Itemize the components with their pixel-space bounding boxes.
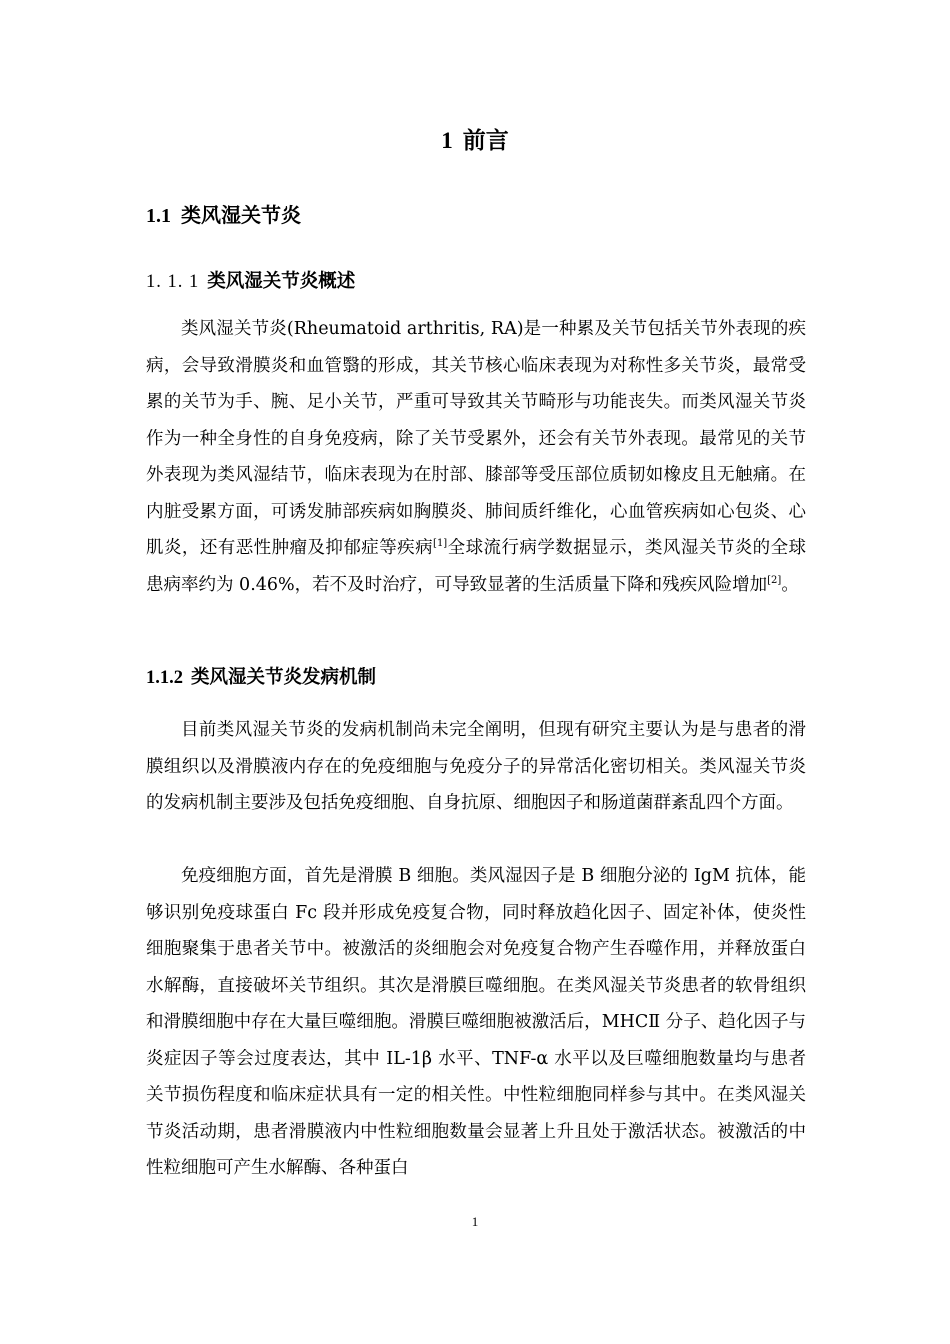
chapter-number: 1 <box>441 128 453 153</box>
chapter-title-text: 前言 <box>462 128 509 154</box>
pathogenesis-paragraph-1: 目前类风湿关节炎的发病机制尚未完全阐明，但现有研究主要认为是与患者的滑膜组织以及滑膜液内存在的免疫细胞与免疫分子的异常活化密切相关。类风湿关节炎的发病机制主要涉及包括免疫细胞、自身抗原、细胞因子和肠道菌群紊乱四个方面。 <box>146 720 806 813</box>
overview-paragraph-end: 。 <box>781 574 799 595</box>
subsection-title-overview: 类风湿关节炎概述 <box>207 271 356 292</box>
chapter-title <box>0 124 950 158</box>
subsection-number-overview: 1. 1. 1 <box>146 272 200 292</box>
subsection-heading-pathogenesis <box>146 663 376 693</box>
overview-paragraph-text-2: 全球流行病学数据显示，类风湿关节炎的全球患病率约为 0.46%，若不及时治疗，可导致显著的生活质量下降和残疾风险增加 <box>146 538 807 595</box>
subsection-title-pathogenesis: 类风湿关节炎发病机制 <box>191 667 377 688</box>
citation-ref-2: [2] <box>767 574 782 586</box>
section-number: 1.1 <box>146 205 171 227</box>
overview-paragraph <box>146 311 806 603</box>
pathogenesis-paragraph-2: 免疫细胞方面，首先是滑膜 B 细胞。类风湿因子是 B 细胞分泌的 IgM 抗体，能够识别免疫球蛋白 Fc 段并形成免疫复合物，同时释放趋化因子、固定补体，使炎性细胞聚集于患者关节中。被激活的炎细胞会对免疫复合物产生吞噬作用，并释放蛋白水解酶，直接破坏关节组织。其次是滑膜巨噬细胞。在类风湿关节炎患者的软骨组织和滑膜细胞中存在大量巨噬细胞。滑膜巨噬细胞被激活后，MHCⅡ 分子、趋化因子与炎症因子等会过度表达，其中 IL-1β 水平、TNF-α 水平以及巨噬细胞数量均与患者关节损伤程度和临床症状具有一定的相关性。中性粒细胞同样参与其中。在类风湿关节炎活动期，患者滑膜液内中性粒细胞数量会显著上升且处于激活状态。被激活的中性粒细胞可产生水解酶、各种蛋白 <box>146 866 806 1178</box>
subsection-number-pathogenesis: 1.1.2 <box>146 668 183 688</box>
page-number: 1 <box>471 1214 479 1229</box>
overview-paragraph-text-1: 类风湿关节炎(Rheumatoid arthritis, RA)是一种累及关节包括关节外表现的疾病，会导致滑膜炎和血管翳的形成，其关节核心临床表现为对称性多关节炎，最常受累的关节为手、腕、足小关节，严重可导致其关节畸形与功能丧失。而类风湿关节炎作为一种全身性的自身免疫病，除了关节受累外，还会有关节外表现。最常见的关节外表现为类风湿结节，临床表现为在肘部、膝部等受压部位质韧如橡皮且无触痛。在内脏受累方面，可诱发肺部疾病如胸膜炎、肺间质纤维化，心血管疾病如心包炎、心肌炎，还有恶性肿瘤及抑郁症等疾病 <box>146 319 806 558</box>
subsection-heading-overview <box>146 267 355 297</box>
section-title-text: 类风湿关节炎 <box>181 203 301 227</box>
section-heading <box>146 199 301 232</box>
citation-ref-1: [1] <box>433 538 448 549</box>
